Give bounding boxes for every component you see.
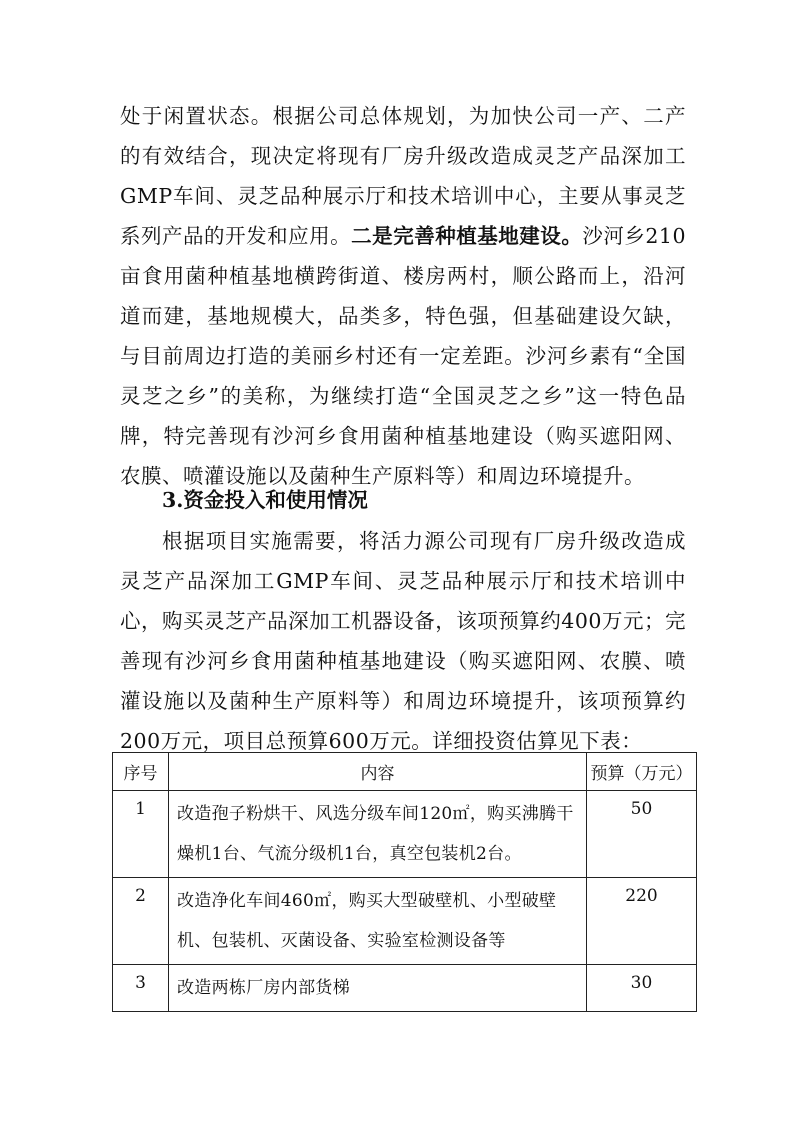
row-content: 改造两栋厂房内部货梯: [169, 965, 587, 1012]
row-no: 3: [113, 965, 169, 1012]
table-row: [113, 791, 697, 878]
header-content: 内容: [169, 753, 587, 791]
row-budget: 30: [587, 965, 697, 1012]
header-budget: 预算（万元）: [587, 753, 697, 791]
paragraph-1-text-a: 处于闲置状态。根据公司总体规划，为加快公司一产、二产的有效结合，现决定将现有厂房升级改造成灵芝产品深加工GMP车间、灵芝品种展示厅和技术培训中心，主要从事灵芝系列产品的开发和应用。: [120, 104, 686, 248]
row-content: 改造净化车间460㎡，购买大型破壁机、小型破壁机、包装机、灭菌设备、实验室检测设备等: [169, 878, 587, 965]
table-header-row: [113, 753, 697, 791]
header-no: 序号: [113, 753, 169, 791]
row-no: 1: [113, 791, 169, 878]
row-budget: 220: [587, 878, 697, 965]
row-content: 改造孢子粉烘干、风选分级车间120㎡，购买沸腾干燥机1台、气流分级机1台，真空包装机2台。: [169, 791, 587, 878]
paragraph-1: [120, 96, 686, 496]
paragraph-1-text-b: 沙河乡210亩食用菌种植基地横跨街道、楼房两村，顺公路而上，沿河道而建，基地规模大，品类多，特色强，但基础建设欠缺，与目前周边打造的美丽乡村还有一定差距。沙河乡素有“全国灵芝之乡”的美称，为继续打造“全国灵芝之乡”这一特色品牌，特完善现有沙河乡食用菌种植基地建设（购买遮阳网、农膜、喷灌设施以及菌种生产原料等）和周边环境提升。: [120, 224, 687, 488]
row-budget: 50: [587, 791, 697, 878]
table-row: [113, 878, 697, 965]
row-no: 2: [113, 878, 169, 965]
paragraph-1-bold-phrase: 二是完善种植基地建设。: [351, 224, 583, 248]
table-row: [113, 965, 697, 1012]
budget-table: [112, 752, 697, 1012]
paragraph-2: 根据项目实施需要，将活力源公司现有厂房升级改造成灵芝产品深加工GMP车间、灵芝品种展示厅和技术培训中心，购买灵芝产品深加工机器设备，该项预算约400万元；完善现有沙河乡食用菌种植基地建设（购买遮阳网、农膜、喷灌设施以及菌种生产原料等）和周边环境提升，该项预算约200万元，项目总预算600万元。详细投资估算见下表：: [120, 529, 686, 753]
section-heading: 3.资金投入和使用情况: [162, 488, 368, 512]
